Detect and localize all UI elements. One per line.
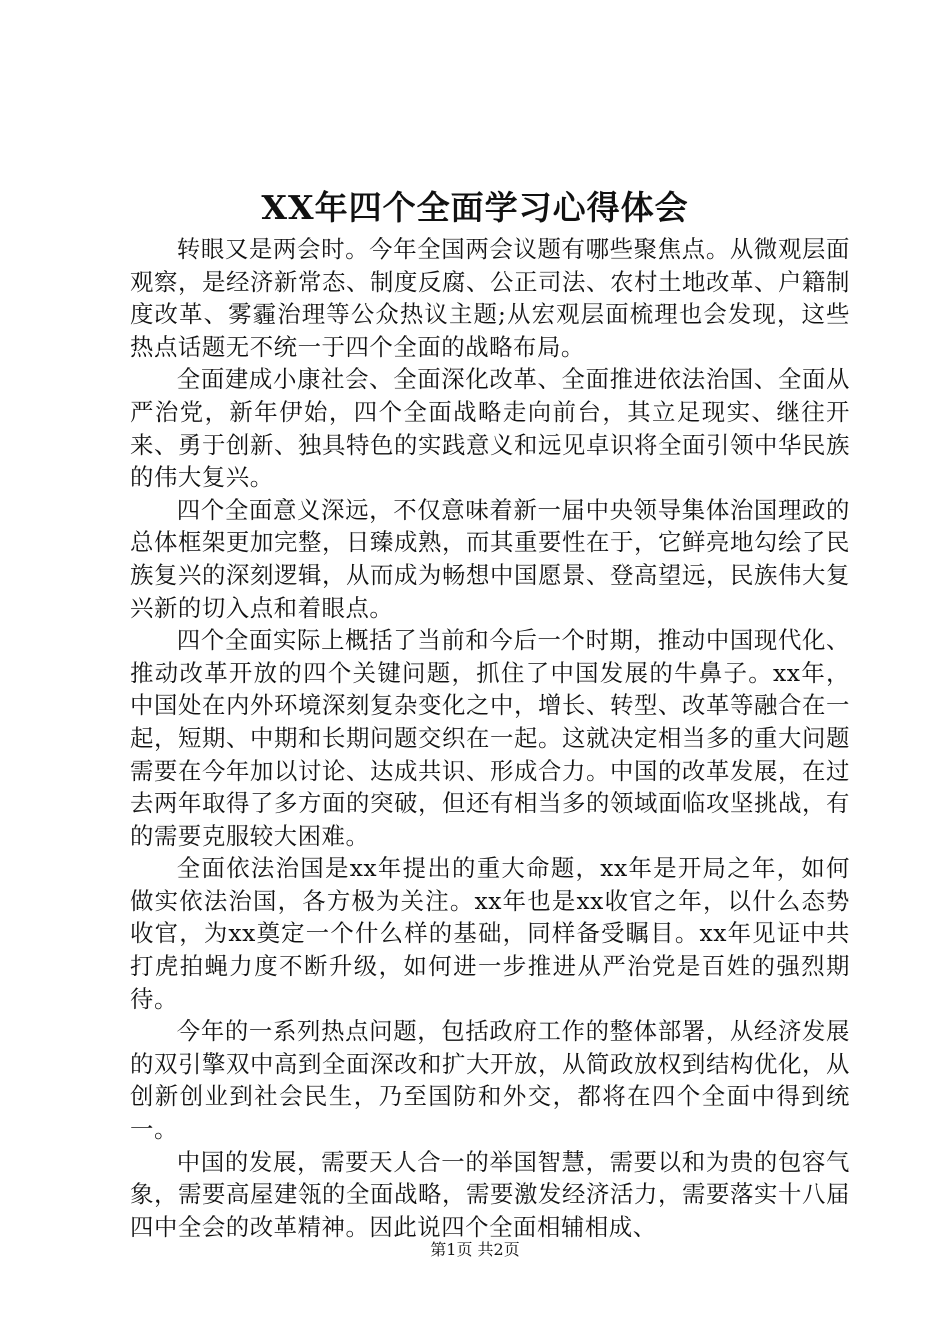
document-title: XX年四个全面学习心得体会	[261, 188, 689, 227]
paragraph-1: 转眼又是两会时。今年全国两会议题有哪些聚焦点。从微观层面观察，是经济新常态、制度反腐、公正司法、农村土地改革、户籍制度改革、雾霾治理等公众热议主题;从宏观层面梳理也会发现，这些热点话题无不统一于四个全面的战略布局。	[130, 235, 850, 361]
paragraph-5: 全面依法治国是xx年提出的重大命题，xx年是开局之年，如何做实依法治国，各方极为关注。xx年也是xx收官之年，以什么态势收官，为xx奠定一个什么样的基础，同样备受瞩目。xx年见证中共打虎拍蝇力度不断升级，如何进一步推进从严治党是百姓的强烈期待。	[130, 854, 850, 1013]
document-body	[130, 233, 850, 1243]
paragraph-4: 四个全面实际上概括了当前和今后一个时期，推动中国现代化、推动改革开放的四个关键问题，抓住了中国发展的牛鼻子。xx年，中国处在内外环境深刻复杂变化之中，增长、转型、改革等融合在一起，短期、中期和长期问题交织在一起。这就决定相当多的重大问题需要在今年加以讨论、达成共识、形成合力。中国的改革发展，在过去两年取得了多方面的突破，但还有相当多的领域面临攻坚挑战，有的需要克服较大困难。	[130, 626, 850, 850]
paragraph-3: 四个全面意义深远，不仅意味着新一届中央领导集体治国理政的总体框架更加完整，日臻成熟，而其重要性在于，它鲜亮地勾绘了民族复兴的深刻逻辑，从而成为畅想中国愿景、登高望远，民族伟大复兴新的切入点和着眼点。	[130, 495, 850, 622]
paragraph-6: 今年的一系列热点问题，包括政府工作的整体部署，从经济发展的双引擎双中高到全面深改和扩大开放，从简政放权到结构优化，从创新创业到社会民生，乃至国防和外交，都将在四个全面中得到统一。	[130, 1017, 850, 1144]
paragraph-2: 全面建成小康社会、全面深化改革、全面推进依法治国、全面从严治党，新年伊始，四个全面战略走向前台，其立足现实、继往开来、勇于创新、独具特色的实践意义和远见卓识将全面引领中华民族的伟大复兴。	[130, 365, 850, 492]
paragraph-7: 中国的发展，需要天人合一的举国智慧，需要以和为贵的包容气象，需要高屋建瓴的全面战略，需要激发经济活力，需要落实十八届四中全会的改革精神。因此说四个全面相辅相成、	[130, 1147, 850, 1241]
page-number-footer: 第1页 共2页	[430, 1240, 520, 1259]
